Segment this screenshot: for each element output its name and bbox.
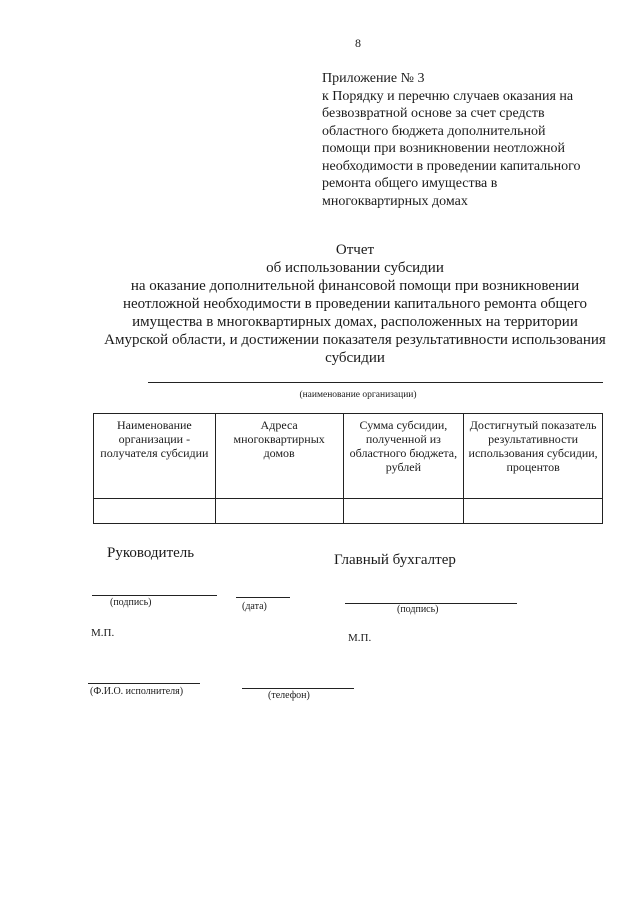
stamp-placeholder-left: М.П.	[91, 627, 115, 639]
accountant-signature-caption: (подпись)	[397, 604, 439, 615]
table-header-cell: Адреса многоквартирных домов	[215, 414, 343, 499]
chief-accountant-label: Главный бухгалтер	[334, 552, 456, 568]
date-caption: (дата)	[242, 601, 267, 612]
appendix-line: областного бюджета дополнительной	[322, 123, 546, 139]
organization-name-caption: (наименование организации)	[299, 390, 417, 400]
table-cell[interactable]	[94, 499, 216, 524]
page-number: 8	[355, 36, 361, 50]
table-header-cell: Сумма субсидии, полученной из областного бюджета, рублей	[343, 414, 464, 499]
appendix-line: многоквартирных домах	[322, 193, 468, 209]
table-cell[interactable]	[343, 499, 464, 524]
appendix-line: Приложение № 3	[322, 71, 425, 86]
subsidy-report-table	[93, 413, 603, 524]
table-header-cell: Наименование организации - получателя субсидии	[94, 414, 216, 499]
report-title: Отчет	[335, 242, 375, 258]
executor-name-line[interactable]	[88, 683, 200, 684]
organization-name-line[interactable]	[148, 382, 603, 383]
table-header-row	[94, 414, 603, 499]
table-row	[94, 499, 603, 524]
appendix-line: безвозвратной основе за счет средств	[322, 106, 545, 121]
appendix-header	[322, 70, 622, 210]
appendix-line: к Порядку и перечню случаев оказания на	[322, 88, 574, 104]
report-heading	[90, 241, 620, 367]
head-signature-line[interactable]	[92, 595, 217, 596]
stamp-placeholder-right: М.П.	[348, 632, 372, 644]
report-subtitle-line: Амурской области, и достижении показателя результативности использования	[104, 332, 606, 348]
date-line[interactable]	[236, 597, 290, 598]
appendix-line: необходимости в проведении капитального	[322, 158, 581, 174]
appendix-line: ремонта общего имущества в	[322, 176, 498, 191]
phone-line[interactable]	[242, 688, 354, 689]
report-subtitle-line: субсидии	[325, 350, 385, 366]
table-header-cell: Достигнутый показатель результативности использования субсидии, процентов	[464, 414, 603, 499]
signature-caption: (подпись)	[110, 597, 152, 608]
head-label: Руководитель	[107, 545, 195, 561]
phone-caption: (телефон)	[268, 690, 310, 701]
report-subtitle-line: неотложной необходимости в проведении капитального ремонта общего	[122, 296, 588, 312]
table-cell[interactable]	[464, 499, 603, 524]
report-subtitle-line: об использовании субсидии	[266, 260, 444, 276]
executor-name-caption: (Ф.И.О. исполнителя)	[90, 686, 184, 697]
appendix-line: помощи при возникновении неотложной	[322, 141, 565, 156]
report-subtitle-line: имущества в многоквартирных домах, расположенных на территории	[132, 314, 578, 330]
table-cell[interactable]	[215, 499, 343, 524]
report-subtitle-line: на оказание дополнительной финансовой помощи при возникновении	[130, 278, 580, 294]
